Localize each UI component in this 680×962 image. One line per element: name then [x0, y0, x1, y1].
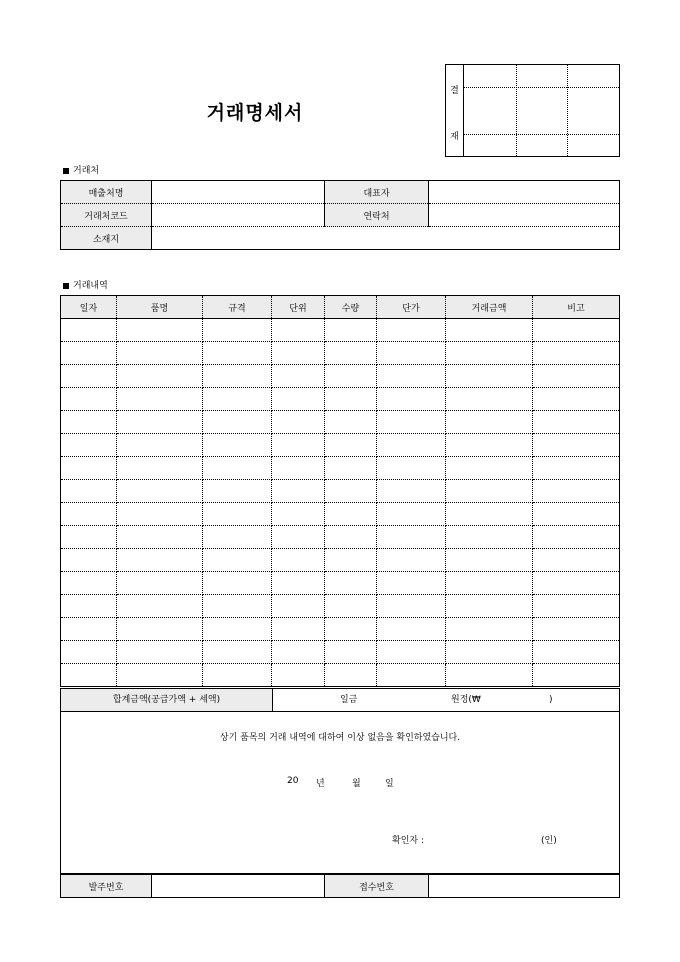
items-cell[interactable]: [117, 526, 203, 549]
items-row: [61, 480, 620, 503]
address-label: 소재지: [61, 227, 152, 250]
square-bullet-icon: [63, 168, 69, 174]
items-row: [61, 434, 620, 457]
items-cell[interactable]: [61, 549, 117, 572]
column-header-item: 품명: [117, 296, 203, 319]
items-cell[interactable]: [446, 526, 533, 549]
contact-label: 연락처: [325, 204, 429, 227]
items-cell[interactable]: [377, 457, 446, 480]
items-cell[interactable]: [325, 549, 377, 572]
items-cell[interactable]: [272, 319, 325, 342]
address-field[interactable]: [152, 227, 620, 250]
items-cell[interactable]: [203, 664, 272, 687]
items-cell[interactable]: [61, 480, 117, 503]
total-currency-text: 원정(₩: [451, 695, 481, 705]
date-year-prefix: 20: [287, 776, 299, 786]
items-cell[interactable]: [61, 641, 117, 664]
items-cell[interactable]: [117, 549, 203, 572]
items-cell[interactable]: [325, 342, 377, 365]
items-cell[interactable]: [117, 572, 203, 595]
receipt-number-field[interactable]: [429, 875, 620, 898]
items-cell[interactable]: [325, 595, 377, 618]
items-cell[interactable]: [446, 480, 533, 503]
order-number-field[interactable]: [152, 875, 325, 898]
items-cell[interactable]: [533, 664, 620, 687]
approval-divider: [463, 134, 619, 135]
items-row: [61, 549, 620, 572]
items-cell[interactable]: [533, 572, 620, 595]
approval-label-top: 결: [450, 86, 459, 96]
items-cell[interactable]: [446, 595, 533, 618]
items-cell[interactable]: [272, 411, 325, 434]
items-section-heading-text: 거래내역: [73, 281, 108, 291]
items-cell[interactable]: [203, 457, 272, 480]
items-cell[interactable]: [446, 365, 533, 388]
items-cell[interactable]: [446, 319, 533, 342]
date-day-label: 일: [385, 779, 394, 789]
items-cell[interactable]: [61, 572, 117, 595]
items-cell[interactable]: [61, 595, 117, 618]
items-cell[interactable]: [325, 572, 377, 595]
confirmation-area: [60, 712, 620, 874]
total-amount-label: 합계금액(공급가액 + 세액): [61, 689, 273, 711]
party-row: [61, 204, 620, 227]
items-cell[interactable]: [377, 388, 446, 411]
items-cell[interactable]: [272, 434, 325, 457]
items-cell[interactable]: [117, 457, 203, 480]
items-cell[interactable]: [325, 503, 377, 526]
party-row: [61, 181, 620, 204]
items-cell[interactable]: [61, 411, 117, 434]
items-cell[interactable]: [272, 618, 325, 641]
items-cell[interactable]: [61, 365, 117, 388]
footer-row: [61, 875, 620, 898]
items-cell[interactable]: [533, 319, 620, 342]
items-cell[interactable]: [446, 572, 533, 595]
receipt-number-label: 접수번호: [325, 875, 429, 898]
items-cell[interactable]: [117, 411, 203, 434]
items-cell[interactable]: [446, 342, 533, 365]
items-cell[interactable]: [325, 388, 377, 411]
items-row: [61, 664, 620, 687]
items-cell[interactable]: [61, 664, 117, 687]
items-cell[interactable]: [377, 342, 446, 365]
items-cell[interactable]: [377, 526, 446, 549]
items-cell[interactable]: [272, 388, 325, 411]
items-cell[interactable]: [446, 411, 533, 434]
items-row: [61, 342, 620, 365]
items-row: [61, 503, 620, 526]
items-cell[interactable]: [117, 595, 203, 618]
seal-label: (인): [541, 836, 557, 846]
column-header-spec: 규격: [203, 296, 272, 319]
items-cell[interactable]: [203, 365, 272, 388]
items-row: [61, 526, 620, 549]
items-cell[interactable]: [203, 572, 272, 595]
items-cell[interactable]: [533, 434, 620, 457]
items-cell[interactable]: [272, 595, 325, 618]
date-year-label: 년: [316, 779, 325, 789]
approval-divider: [516, 65, 517, 156]
confirmation-statement: 상기 품목의 거래 내역에 대하여 이상 없음을 확인하였습니다.: [219, 733, 461, 743]
items-cell[interactable]: [272, 549, 325, 572]
items-row: [61, 572, 620, 595]
seller-name-field[interactable]: [152, 181, 325, 204]
column-header-unit: 단위: [272, 296, 325, 319]
items-cell[interactable]: [203, 319, 272, 342]
approval-divider: [463, 87, 619, 88]
items-row: [61, 457, 620, 480]
items-cell[interactable]: [272, 480, 325, 503]
items-cell[interactable]: [377, 365, 446, 388]
party-section-heading: [63, 163, 99, 176]
items-cell[interactable]: [203, 480, 272, 503]
confirmer-label: 확인자 :: [392, 836, 424, 846]
items-cell[interactable]: [533, 457, 620, 480]
items-row: [61, 618, 620, 641]
items-cell[interactable]: [272, 572, 325, 595]
items-cell[interactable]: [377, 480, 446, 503]
items-cell[interactable]: [533, 388, 620, 411]
items-cell[interactable]: [446, 618, 533, 641]
items-row: [61, 365, 620, 388]
items-cell[interactable]: [377, 549, 446, 572]
items-cell[interactable]: [533, 480, 620, 503]
party-table: [60, 180, 620, 250]
party-row: [61, 227, 620, 250]
total-unit-text: 일금: [340, 695, 358, 705]
items-cell[interactable]: [377, 319, 446, 342]
items-cell[interactable]: [446, 549, 533, 572]
items-cell[interactable]: [117, 664, 203, 687]
items-cell[interactable]: [377, 434, 446, 457]
items-cell[interactable]: [325, 526, 377, 549]
items-cell[interactable]: [446, 434, 533, 457]
items-cell[interactable]: [117, 503, 203, 526]
total-close-paren: ): [549, 695, 553, 705]
items-cell[interactable]: [325, 457, 377, 480]
items-cell[interactable]: [203, 411, 272, 434]
column-header-unit-price: 단가: [377, 296, 446, 319]
items-cell[interactable]: [203, 526, 272, 549]
items-cell[interactable]: [117, 434, 203, 457]
items-cell[interactable]: [533, 618, 620, 641]
approval-label-bottom: 재: [450, 132, 459, 142]
items-cell[interactable]: [61, 319, 117, 342]
items-cell[interactable]: [533, 595, 620, 618]
items-row: [61, 411, 620, 434]
column-header-note: 비고: [533, 296, 620, 319]
items-cell[interactable]: [272, 641, 325, 664]
approval-divider: [567, 65, 568, 156]
items-table: [60, 295, 620, 687]
items-cell[interactable]: [61, 526, 117, 549]
items-cell[interactable]: [272, 365, 325, 388]
items-cell[interactable]: [325, 480, 377, 503]
items-cell[interactable]: [446, 457, 533, 480]
items-cell[interactable]: [377, 411, 446, 434]
items-cell[interactable]: [377, 641, 446, 664]
items-cell[interactable]: [446, 664, 533, 687]
document-title: 거래명세서: [206, 102, 304, 124]
items-cell[interactable]: [61, 342, 117, 365]
client-code-field[interactable]: [152, 204, 325, 227]
approval-box: [445, 64, 620, 157]
client-code-label: 거래처코드: [61, 204, 152, 227]
items-cell[interactable]: [117, 319, 203, 342]
items-row: [61, 388, 620, 411]
date-month-label: 월: [352, 779, 361, 789]
items-cell[interactable]: [533, 365, 620, 388]
items-cell[interactable]: [533, 641, 620, 664]
items-cell[interactable]: [203, 595, 272, 618]
items-cell[interactable]: [203, 618, 272, 641]
items-cell[interactable]: [377, 618, 446, 641]
items-cell[interactable]: [61, 457, 117, 480]
items-cell[interactable]: [203, 342, 272, 365]
items-cell[interactable]: [325, 664, 377, 687]
items-cell[interactable]: [203, 503, 272, 526]
items-row: [61, 641, 620, 664]
items-cell[interactable]: [325, 434, 377, 457]
items-section-heading: [63, 278, 108, 291]
approval-label-column: [446, 65, 464, 156]
items-cell[interactable]: [325, 319, 377, 342]
items-cell[interactable]: [203, 549, 272, 572]
items-cell[interactable]: [446, 388, 533, 411]
items-cell[interactable]: [117, 641, 203, 664]
items-header-row: [61, 296, 620, 319]
seller-name-label: 매출처명: [61, 181, 152, 204]
items-cell[interactable]: [533, 503, 620, 526]
representative-label: 대표자: [325, 181, 429, 204]
items-cell[interactable]: [117, 365, 203, 388]
items-cell[interactable]: [377, 595, 446, 618]
items-cell[interactable]: [377, 503, 446, 526]
items-cell[interactable]: [272, 664, 325, 687]
items-cell[interactable]: [533, 342, 620, 365]
contact-field[interactable]: [429, 204, 620, 227]
items-cell[interactable]: [533, 549, 620, 572]
items-cell[interactable]: [203, 388, 272, 411]
items-cell[interactable]: [117, 388, 203, 411]
items-cell[interactable]: [325, 641, 377, 664]
items-cell[interactable]: [61, 388, 117, 411]
items-cell[interactable]: [203, 641, 272, 664]
items-cell[interactable]: [117, 342, 203, 365]
column-header-amount: 거래금액: [446, 296, 533, 319]
items-cell[interactable]: [272, 503, 325, 526]
footer-table: [60, 874, 620, 898]
items-cell[interactable]: [446, 641, 533, 664]
square-bullet-icon: [63, 283, 69, 289]
order-number-label: 발주번호: [61, 875, 152, 898]
column-header-date: 일자: [61, 296, 117, 319]
items-cell[interactable]: [272, 457, 325, 480]
items-cell[interactable]: [61, 503, 117, 526]
party-section-heading-text: 거래처: [73, 166, 100, 176]
items-cell[interactable]: [203, 434, 272, 457]
items-cell[interactable]: [325, 411, 377, 434]
representative-field[interactable]: [429, 181, 620, 204]
total-row: [60, 688, 620, 712]
items-cell[interactable]: [61, 618, 117, 641]
items-row: [61, 319, 620, 342]
items-cell[interactable]: [272, 526, 325, 549]
items-cell[interactable]: [61, 434, 117, 457]
items-cell[interactable]: [325, 365, 377, 388]
items-cell[interactable]: [377, 572, 446, 595]
items-cell[interactable]: [377, 664, 446, 687]
items-cell[interactable]: [325, 618, 377, 641]
items-cell[interactable]: [446, 503, 533, 526]
items-cell[interactable]: [117, 618, 203, 641]
items-cell[interactable]: [533, 411, 620, 434]
items-cell[interactable]: [272, 342, 325, 365]
items-cell[interactable]: [117, 480, 203, 503]
items-row: [61, 595, 620, 618]
items-cell[interactable]: [533, 526, 620, 549]
column-header-quantity: 수량: [325, 296, 377, 319]
